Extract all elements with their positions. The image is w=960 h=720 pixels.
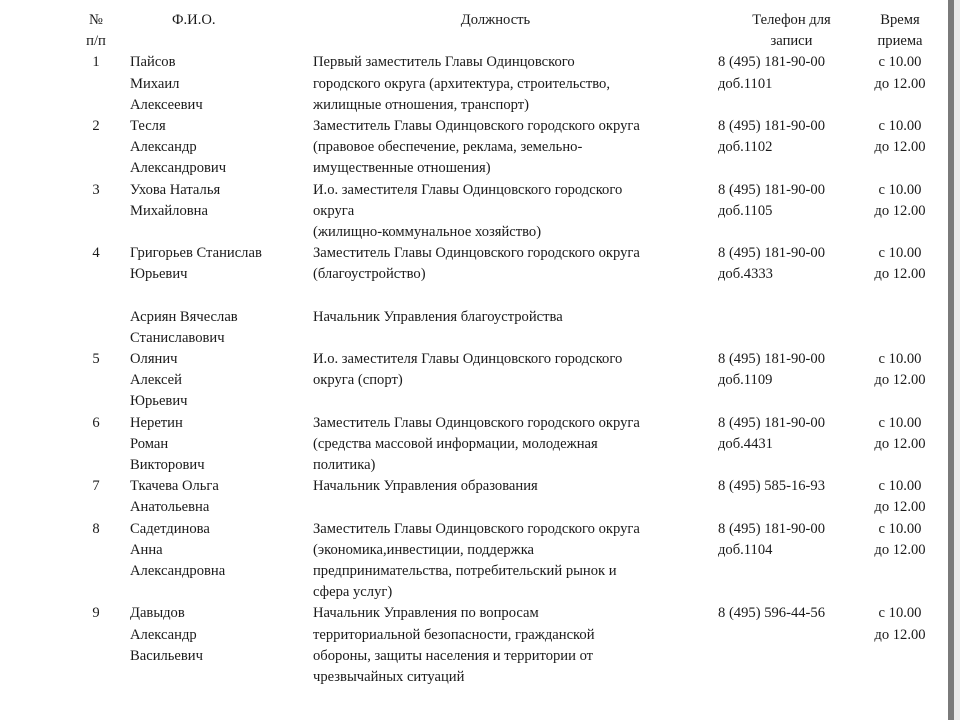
- booking-phone: 8 (495) 181-90-00 доб.4333: [718, 245, 826, 283]
- official-position: Начальник Управления по вопросам территориальной безопасности, гражданской обороны, защиты населения и территории от чрезвычайных ситуаций: [313, 605, 595, 686]
- table-row: [78, 116, 935, 180]
- booking-phone: 8 (495) 596-44-56: [718, 605, 826, 622]
- booking-phone: 8 (495) 181-90-00 доб.1101: [718, 54, 826, 92]
- official-position: Заместитель Главы Одинцовского городского округа (экономика,инвестиции, поддержка предпринимательства, потребительский рынок и сфера услуг): [313, 520, 640, 601]
- table-row: [78, 476, 935, 518]
- reception-time: с 10.00 до 12.00: [874, 351, 926, 389]
- row-number: 5: [92, 351, 100, 368]
- official-position: Заместитель Главы Одинцовского городского округа (правовое обеспечение, реклама, земельно- имущественные отношения): [313, 118, 640, 177]
- table-row: [78, 349, 935, 413]
- header-position: Должность: [460, 12, 531, 28]
- row-number: 8: [92, 520, 100, 537]
- booking-phone: 8 (495) 181-90-00 доб.1102: [718, 118, 826, 156]
- official-position: И.о. заместителя Главы Одинцовского городского округа (жилищно-коммунальное хозяйство): [313, 181, 623, 241]
- row-number: [78, 307, 130, 349]
- official-name: Григорьев Станислав Юрьевич: [130, 245, 262, 283]
- table-row: [78, 307, 935, 349]
- official-name: Ткачева Ольга Анатольевна: [130, 478, 219, 516]
- booking-phone: 8 (495) 181-90-00 доб.1104: [718, 520, 826, 558]
- official-name: Неретин Роман Викторович: [130, 414, 205, 474]
- row-number: 7: [92, 478, 100, 495]
- official-position: Начальник Управления образования: [313, 478, 538, 495]
- official-name: Олянич Алексей Юрьевич: [130, 351, 188, 410]
- reception-time: с 10.00 до 12.00: [874, 181, 926, 219]
- official-position: Заместитель Главы Одинцовского городского округа (средства массовой информации, молодежная политика): [313, 414, 640, 474]
- official-position: Первый заместитель Главы Одинцовского городского округа (архитектура, строительство, жилищные отношения, транспорт): [313, 54, 610, 113]
- table-row: [78, 243, 935, 285]
- reception-time: с 10.00 до 12.00: [874, 54, 926, 92]
- row-number: 9: [92, 605, 100, 622]
- reception-time: с 10.00 до 12.00: [874, 605, 926, 643]
- official-position: Заместитель Главы Одинцовского городского округа (благоустройство): [313, 245, 640, 283]
- table-row: [78, 52, 935, 116]
- row-spacer: [78, 286, 935, 307]
- official-position: И.о. заместителя Главы Одинцовского городского округа (спорт): [313, 351, 623, 389]
- header-reception-time: Время приема: [877, 12, 923, 50]
- booking-phone: 8 (495) 585-16-93: [718, 478, 826, 495]
- reception-time: [865, 307, 935, 349]
- header-full-name: Ф.И.О.: [172, 12, 216, 28]
- official-name: Тесля Александр Александрович: [130, 118, 227, 177]
- reception-time: с 10.00 до 12.00: [874, 520, 926, 558]
- table-row: [78, 413, 935, 477]
- official-name: Давыдов Александр Васильевич: [130, 605, 203, 664]
- header-phone: Телефон для записи: [752, 12, 831, 50]
- reception-time: с 10.00 до 12.00: [874, 478, 926, 516]
- reception-time: с 10.00 до 12.00: [874, 118, 926, 156]
- reception-schedule-table: [78, 10, 935, 688]
- table-row: [78, 603, 935, 688]
- official-name: Садетдинова Анна Александровна: [130, 520, 226, 580]
- official-position: Начальник Управления благоустройства: [313, 308, 563, 325]
- row-number: 4: [92, 245, 100, 262]
- row-number: 3: [92, 181, 100, 198]
- booking-phone: 8 (495) 181-90-00 доб.4431: [718, 414, 826, 452]
- row-number: 6: [92, 414, 100, 431]
- page-edge-margin: [954, 0, 960, 720]
- header-number: № п/п: [86, 12, 106, 50]
- row-number: 1: [92, 54, 100, 71]
- official-name: Пайсов Михаил Алексеевич: [130, 54, 203, 113]
- booking-phone: 8 (495) 181-90-00 доб.1109: [718, 351, 826, 389]
- table-row: [78, 180, 935, 244]
- table-row: [78, 519, 935, 604]
- booking-phone: [718, 307, 865, 349]
- official-name: Ухова Наталья Михайловна: [130, 181, 221, 219]
- official-name: Асриян Вячеслав Станиславович: [130, 308, 238, 346]
- reception-time: с 10.00 до 12.00: [874, 245, 926, 283]
- booking-phone: 8 (495) 181-90-00 доб.1105: [718, 181, 826, 219]
- row-number: 2: [92, 118, 100, 135]
- table-header-row: [78, 10, 935, 52]
- reception-time: с 10.00 до 12.00: [874, 414, 926, 452]
